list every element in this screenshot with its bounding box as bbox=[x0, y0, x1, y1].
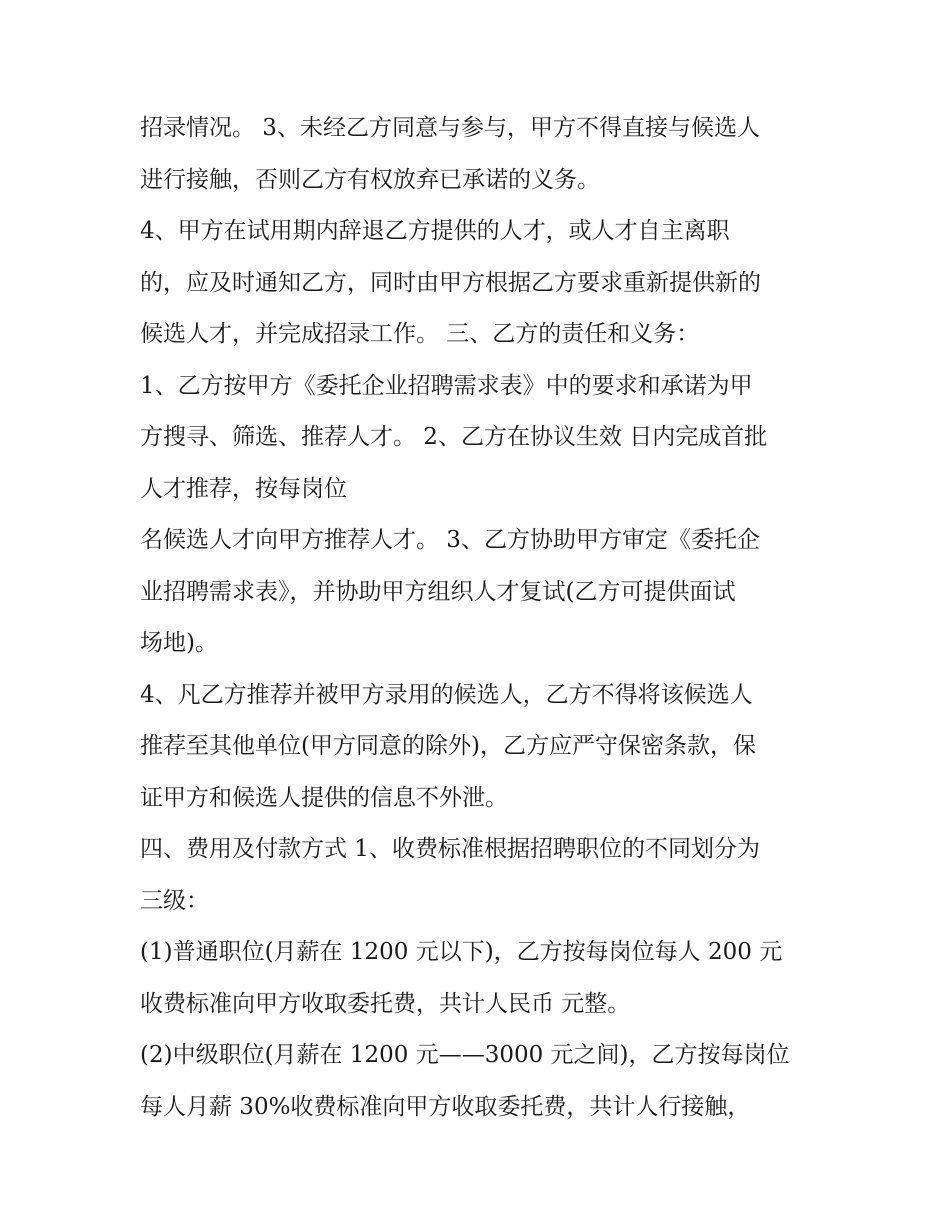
text-line: 名候选人才向甲方推荐人才。 3、乙方协助甲方审定《委托企 bbox=[140, 527, 760, 553]
text-line: 招录情况。 3、未经乙方同意与参与，甲方不得直接与候选人 bbox=[140, 115, 760, 141]
text-line: 1、乙方按甲方《委托企业招聘需求表》中的要求和承诺为甲 bbox=[140, 372, 753, 399]
text-line: 业招聘需求表》，并协助甲方组织人才复试(乙方可提供面试 bbox=[140, 578, 736, 605]
text-line: 方搜寻、筛选、推荐人才。 2、乙方在协议生效 日内完成首批 bbox=[140, 424, 768, 450]
text-line: 四、费用及付款方式 1、收费标准根据招聘职位的不同划分为 bbox=[140, 836, 760, 862]
text-line: 推荐至其他单位(甲方同意的除外)，乙方应严守保密条款，保 bbox=[140, 733, 756, 759]
text-line: 三级： bbox=[140, 887, 209, 914]
text-line: 进行接触，否则乙方有权放弃已承诺的义务。 bbox=[140, 166, 600, 193]
text-line: 4、凡乙方推荐并被甲方录用的候选人，乙方不得将该候选人 bbox=[140, 681, 753, 708]
text-line: 4、甲方在试用期内辞退乙方提供的人才，或人才自主离职 bbox=[140, 218, 730, 244]
document-body bbox=[140, 103, 830, 1133]
text-line: 候选人才，并完成招录工作。 三、乙方的责任和义务： bbox=[140, 321, 700, 347]
text-line: (1)普通职位(月薪在 1200 元以下)，乙方按每岗位每人 200 元 bbox=[140, 939, 783, 965]
text-line: 证甲方和候选人提供的信息不外泄。 bbox=[140, 784, 508, 811]
text-line: (2)中级职位(月薪在 1200 元——3000 元之间)，乙方按每岗位 bbox=[140, 1042, 790, 1068]
text-line: 的，应及时通知乙方，同时由甲方根据乙方要求重新提供新的 bbox=[140, 269, 761, 296]
text-line: 场地)。 bbox=[140, 630, 218, 656]
text-line: 人才推荐，按每岗位 bbox=[140, 475, 347, 502]
text-line: 收费标准向甲方收取委托费，共计人民币 元整。 bbox=[140, 990, 631, 1017]
text-line: 每人月薪 30%收费标准向甲方收取委托费，共计人行接触， bbox=[140, 1093, 751, 1120]
